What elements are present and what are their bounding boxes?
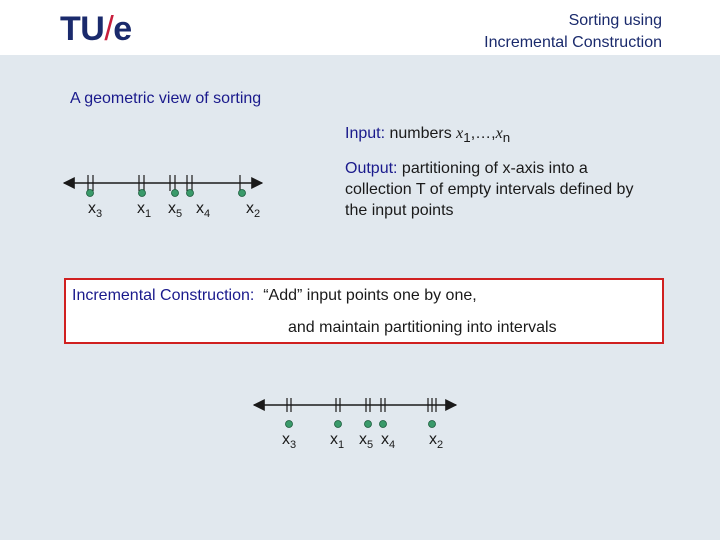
subheading: A geometric view of sorting	[70, 90, 262, 107]
number-line-1	[64, 175, 262, 220]
point-label: $x_2$	[429, 431, 444, 451]
input-point	[286, 421, 293, 428]
input-point	[429, 421, 436, 428]
input-point	[335, 421, 342, 428]
number-line-2	[254, 398, 456, 451]
input-point	[187, 190, 194, 197]
input-point	[380, 421, 387, 428]
point-label: $x_4$	[196, 200, 211, 220]
point-label: $x_1$	[330, 431, 345, 451]
box-line-1: Incremental Construction: “Add” input points one by one,	[72, 287, 477, 304]
point-label: $x_1$	[137, 200, 152, 220]
point-label: $x_5$	[359, 431, 374, 451]
input-point	[172, 190, 179, 197]
point-label: $x_3$	[282, 431, 297, 451]
input-point	[239, 190, 246, 197]
box-line-2: and maintain partitioning into intervals	[288, 319, 557, 336]
point-label: $x_5$	[168, 200, 183, 220]
point-label: $x_3$	[88, 200, 103, 220]
point-label: $x_4$	[381, 431, 396, 451]
input-point	[87, 190, 94, 197]
title-line-1: Sorting using	[568, 12, 662, 29]
output-description: Output: partitioning of x-axis into a collection T of empty intervals defined by the input points	[345, 160, 634, 219]
input-description: Input: numbers $x_1,\dots,x_n$	[345, 125, 511, 146]
input-point	[365, 421, 372, 428]
input-point	[139, 190, 146, 197]
point-label: $x_2$	[246, 200, 261, 220]
title-line-2: Incremental Construction	[484, 34, 662, 51]
tue-logo: TU/e	[60, 10, 132, 48]
